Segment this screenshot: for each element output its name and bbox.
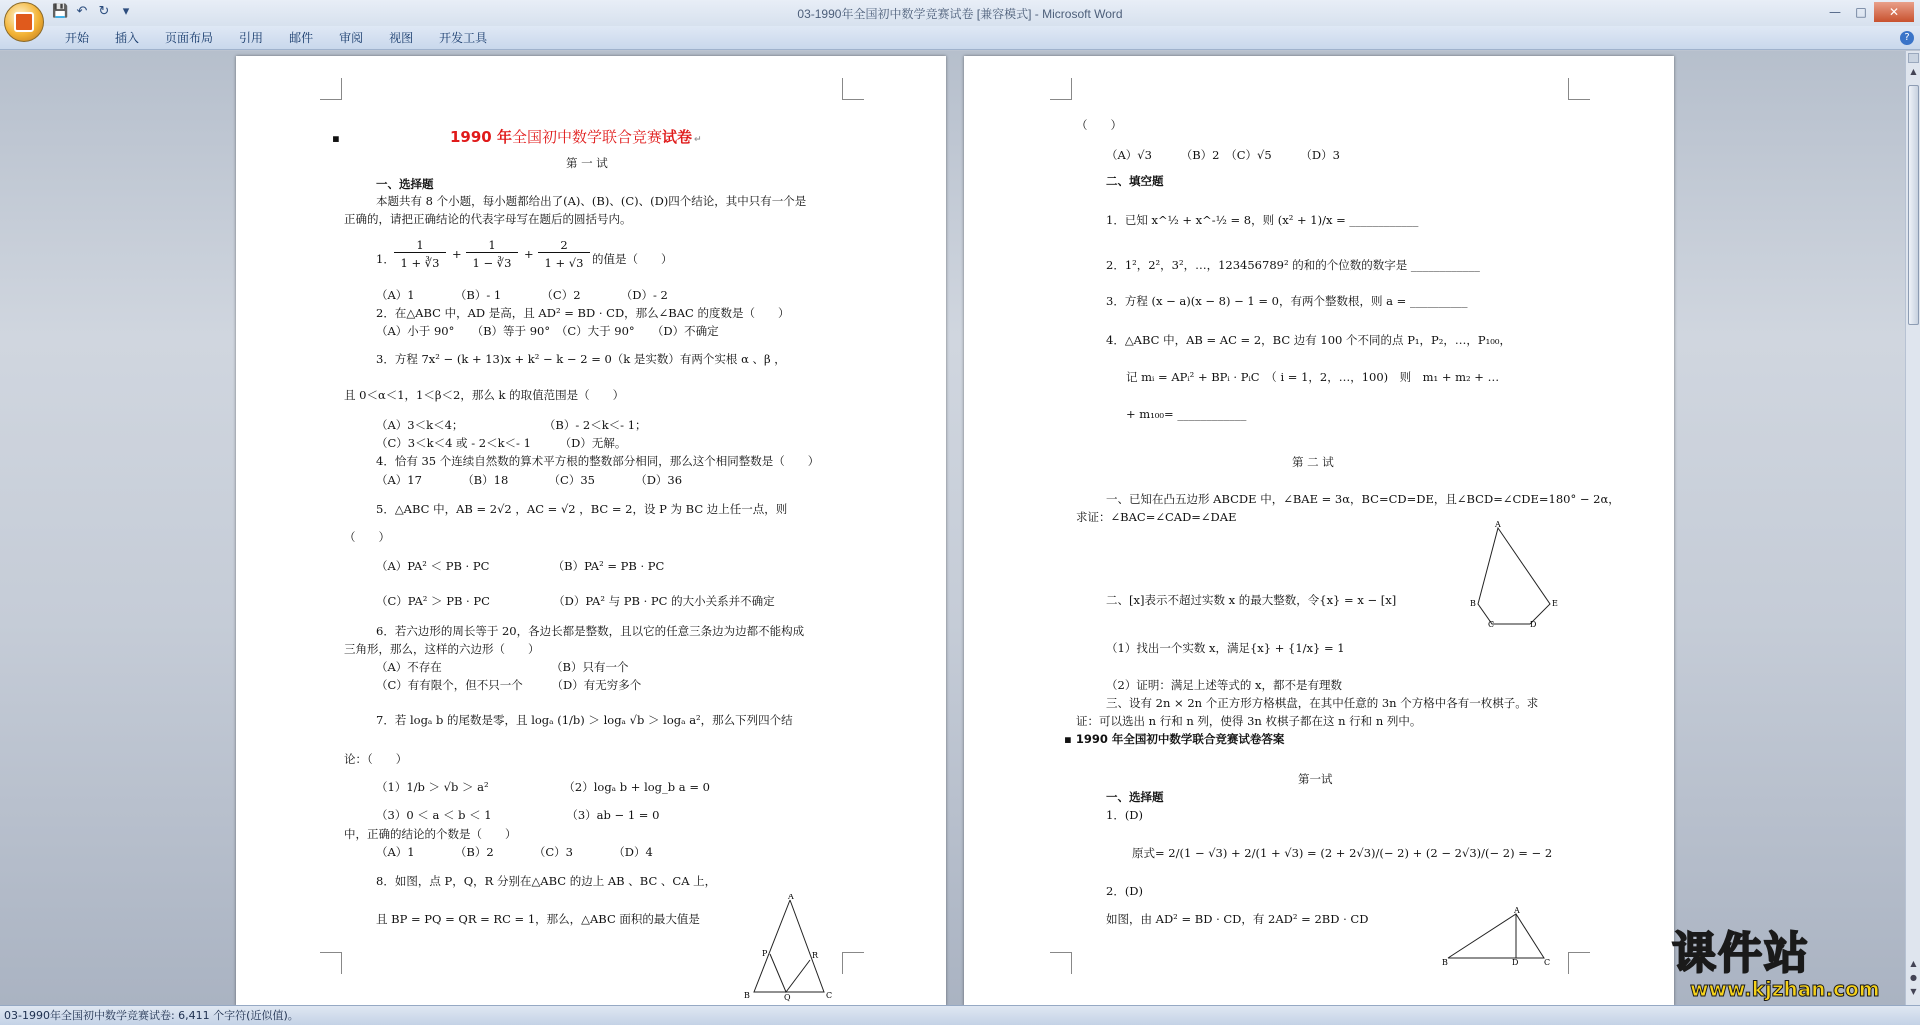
scroll-up-icon[interactable]: ▲ [1910, 67, 1917, 76]
ruler-toggle-icon[interactable] [1908, 53, 1919, 63]
margin-mark [320, 952, 342, 974]
save-icon[interactable]: 💾 [52, 4, 69, 19]
question-text[interactable]: 论：（ ） [344, 752, 408, 766]
options[interactable]: （1）1/b ＞ √b ＞ a² （2）logₐ b + log_b a = 0 [376, 780, 710, 794]
vertical-scrollbar[interactable] [1905, 51, 1920, 1005]
options[interactable]: （C）有有限个，但不只一个 （D）有无穷多个 [376, 678, 642, 692]
section-heading[interactable]: 一、选择题 [1106, 790, 1164, 804]
answer-expression[interactable]: 原式= 2/(1 − √3) + 2/(1 + √3) = (2 + 2√3)/(− 2) + (2 − 2√3)/(− 2) = − 2 [1132, 846, 1553, 860]
fig-label: C [1488, 620, 1495, 628]
margin-mark [1050, 78, 1072, 100]
margin-mark [320, 78, 342, 100]
question-text[interactable]: （2）证明：满足上述等式的 x，都不是有理数 [1106, 678, 1342, 692]
question-number[interactable]: 1． [376, 252, 395, 266]
site-watermark [1672, 930, 1902, 1000]
options[interactable]: （A）1 （B）- 1 （C）2 （D）- 2 [376, 288, 668, 302]
fraction-denominator: 1 − ∛3 [472, 256, 512, 270]
tab-6[interactable]: 视图 [389, 31, 414, 45]
tab-0[interactable]: 开始 [65, 31, 90, 45]
question-text[interactable]: 6．若六边形的周长等于 20，各边长都是整数，且以它的任意三条边为边都不能构成 [376, 624, 805, 638]
options[interactable]: （A）1 （B）2 （C）3 （D）4 [376, 845, 653, 859]
question-text[interactable]: 且 BP = PQ = QR = RC = 1，那么，△ABC 面积的最大值是 [376, 912, 700, 926]
options[interactable]: （C）3＜k＜4 或 - 2＜k＜- 1 （D）无解。 [376, 436, 627, 450]
fig-label: P [762, 949, 768, 958]
fraction-denominator: 1 + ∛3 [400, 256, 440, 270]
margin-mark [842, 78, 864, 100]
select-browse-object-icon[interactable]: ● [1910, 973, 1917, 982]
question-text[interactable]: 二、[x]表示不超过实数 x 的最大整数，令{x} = x − [x] [1106, 593, 1397, 607]
watermark-title: 课件站 [1672, 928, 1810, 979]
fig-label: B [744, 991, 750, 1000]
tab-5[interactable]: 审阅 [339, 31, 364, 45]
q1-expression[interactable]: 1 1 + ∛3 + 1 1 − ∛3 + 2 1 + √3 [394, 238, 654, 282]
question-text[interactable]: 求证：∠BAC=∠CAD=∠DAE [1076, 510, 1237, 524]
fig-label: C [1544, 958, 1551, 966]
options[interactable]: （A）不存在 （B）只有一个 [376, 660, 629, 674]
fig-label: D [1512, 958, 1519, 966]
close-button[interactable]: ✕ [1874, 2, 1914, 22]
question-text[interactable]: 8．如图，点 P，Q，R 分别在△ABC 的边上 AB 、BC 、CA 上， [376, 874, 717, 888]
document-page-1 [236, 56, 946, 1006]
tab-1[interactable]: 插入 [115, 31, 140, 45]
tab-4[interactable]: 邮件 [289, 31, 314, 45]
list-bullet: ▪ [332, 131, 340, 145]
options[interactable]: （A）小于 90° （B）等于 90° （C）大于 90° （D）不确定 [376, 324, 719, 338]
options[interactable]: （C）PA² ＞ PB · PC （D）PA² 与 PB · PC 的大小关系并不确定 [376, 594, 775, 608]
question-text[interactable]: 4．恰有 35 个连续自然数的算术平方根的整数部分相同，那么这个相同整数是（ ） [376, 454, 820, 468]
question-text[interactable]: 7．若 logₐ b 的尾数是零，且 logₐ (1/b) ＞ logₐ √b ＞ logₐ a²，那么下列四个结 [376, 713, 793, 727]
fig-label: A [1495, 520, 1501, 529]
question-text[interactable]: 3．方程 (x − a)(x − 8) − 1 = 0，有两个整数根，则 a = __________ [1106, 294, 1468, 308]
options[interactable]: （A）17 （B）18 （C）35 （D）36 [376, 473, 683, 487]
fig-label: Q [784, 993, 791, 1002]
fig-label: A [1514, 906, 1520, 915]
question-text[interactable]: 记 mᵢ = APᵢ² + BPᵢ · PᵢC （ i = 1，2，…，100) 则 m₁ + m₂ + … [1126, 370, 1500, 384]
question-text[interactable]: 三、设有 2n × 2n 个正方形方格棋盘，在其中任意的 3n 个方格中各有一枚棋子。求 [1106, 696, 1539, 710]
margin-mark [1050, 952, 1072, 974]
answer-title[interactable]: ▪ 1990 年全国初中数学联合竞赛试卷答案 [1064, 732, 1285, 746]
fraction-numerator: 2 [538, 238, 590, 253]
fig-label: D [1530, 620, 1537, 628]
fig-label: R [812, 951, 819, 960]
pentagon-figure [1468, 518, 1558, 628]
scroll-thumb[interactable] [1908, 85, 1919, 325]
answer-text[interactable]: 如图，由 AD² = BD · CD，有 2AD² = 2BD · CD [1106, 912, 1369, 926]
question-text[interactable]: 1．已知 x^½ + x^-½ = 8，则 (x² + 1)/x = ____________ [1106, 213, 1419, 227]
triangle-figure [740, 894, 840, 1004]
question-text[interactable]: 的值是（ ） [592, 252, 673, 266]
options[interactable]: （A）√3 （B）2 （C）√5 （D）3 [1106, 148, 1340, 162]
tab-7[interactable]: 开发工具 [439, 31, 488, 45]
section-heading[interactable]: 一、选择题 [376, 177, 434, 191]
question-text[interactable]: 2．在△ABC 中，AD 是高，且 AD² = BD · CD，那么∠BAC 的度数是（ ） [376, 306, 790, 320]
fig-label: E [1552, 599, 1558, 608]
status-bar: 03-1990年全国初中数学竞赛试卷: 6,411 个字符(近似值)。 [0, 1005, 1920, 1025]
document-page-2 [964, 56, 1674, 1006]
question-text[interactable]: 三角形，那么，这样的六边形（ ） [344, 642, 540, 656]
question-text[interactable]: 4．△ABC 中，AB = AC = 2，BC 边有 100 个不同的点 P₁，P₂，…，P₁₀₀， [1106, 333, 1511, 347]
tab-2[interactable]: 页面布局 [165, 31, 214, 45]
undo-icon[interactable]: ↶ [76, 4, 88, 19]
fraction-numerator: 1 [394, 238, 446, 253]
right-triangle-figure [1440, 906, 1560, 966]
options[interactable]: （A）PA² ＜ PB · PC （B）PA² = PB · PC [376, 559, 665, 573]
ribbon [0, 26, 1920, 50]
subtitle[interactable]: 第一试 [1298, 772, 1333, 786]
office-button[interactable] [4, 2, 44, 42]
question-text[interactable]: 2．1²，2²，3²，…，123456789² 的和的个位数的数字是 ____________ [1106, 258, 1480, 272]
next-page-icon[interactable]: ▼ [1910, 987, 1917, 996]
question-text[interactable]: （1）找出一个实数 x，满足{x} + {1/x} = 1 [1106, 641, 1345, 655]
margin-mark [842, 952, 864, 974]
subtitle[interactable]: 第 二 试 [1292, 455, 1334, 469]
title-bar [0, 0, 1920, 26]
answer-text[interactable]: 1．(D) [1106, 808, 1144, 822]
page-title[interactable]: 1990 年全国初中数学联合竞赛试卷 ↵ [450, 128, 702, 146]
fraction-denominator: 1 + √3 [544, 256, 584, 270]
help-icon[interactable]: ? [1900, 31, 1914, 45]
window-title: 03-1990年全国初中数学竞赛试卷 [兼容模式] - Microsoft Word [797, 7, 1123, 21]
watermark-url: www.kjzhan.com [1690, 977, 1880, 1001]
section-heading[interactable]: 二、填空题 [1106, 174, 1164, 188]
margin-mark [1568, 952, 1590, 974]
options[interactable]: （3）0 ＜ a ＜ b ＜ 1 （3）ab − 1 = 0 [376, 808, 660, 822]
question-text[interactable]: 3．方程 7x² − (k + 13)x + k² − k − 2 = 0（k 是实数）有两个实根 α 、β ， [376, 352, 786, 366]
question-text[interactable]: 且 0＜α＜1，1＜β＜2，那么 k 的取值范围是（ ） [344, 388, 625, 402]
fig-label: B [1470, 599, 1476, 608]
tab-3[interactable]: 引用 [239, 31, 264, 45]
question-text[interactable]: （ ） [344, 530, 390, 544]
fig-label: B [1442, 958, 1448, 966]
paragraph[interactable]: 本题共有 8 个小题，每小题都给出了(A)、(B)、(C)、(D)四个结论，其中只有一个是 [376, 194, 807, 208]
customize-qat-icon[interactable]: ▾ [122, 4, 130, 19]
office-logo-icon [14, 12, 34, 32]
ribbon-tabs [52, 30, 500, 46]
maximize-button[interactable]: □ [1855, 5, 1867, 19]
question-text[interactable]: 中，正确的结论的个数是（ ） [344, 827, 517, 841]
subtitle[interactable]: 第 一 试 [566, 156, 608, 170]
fraction-numerator: 1 [466, 238, 518, 253]
fig-label: A [788, 894, 794, 901]
question-text[interactable]: 一、已知在凸五边形 ABCDE 中，∠BAE = 3α，BC=CD=DE，且∠BCD=∠CDE=180° − 2α， [1106, 492, 1620, 506]
previous-page-icon[interactable]: ▲ [1910, 959, 1917, 968]
minimize-button[interactable]: — [1829, 5, 1841, 19]
paragraph[interactable]: 正确的，请把正确结论的代表字母写在题后的圆括号内。 [344, 212, 632, 226]
answer-text[interactable]: 2．(D) [1106, 884, 1144, 898]
paragraph[interactable]: （ ） [1076, 118, 1122, 132]
fig-label: C [826, 991, 833, 1000]
options[interactable]: （A）3＜k＜4； （B）- 2＜k＜- 1； [376, 418, 647, 432]
margin-mark [1568, 78, 1590, 100]
question-text[interactable]: 5．△ABC 中，AB = 2√2 ，AC = √2 ，BC = 2，设 P 为 BC 边上任一点，则 [376, 502, 788, 516]
question-text[interactable]: 证：可以选出 n 行和 n 列，使得 3n 枚棋子都在这 n 行和 n 列中。 [1076, 714, 1422, 728]
redo-icon[interactable]: ↻ [98, 4, 110, 19]
question-text[interactable]: + m₁₀₀= ____________ [1126, 407, 1247, 421]
window-controls [1822, 2, 1914, 22]
